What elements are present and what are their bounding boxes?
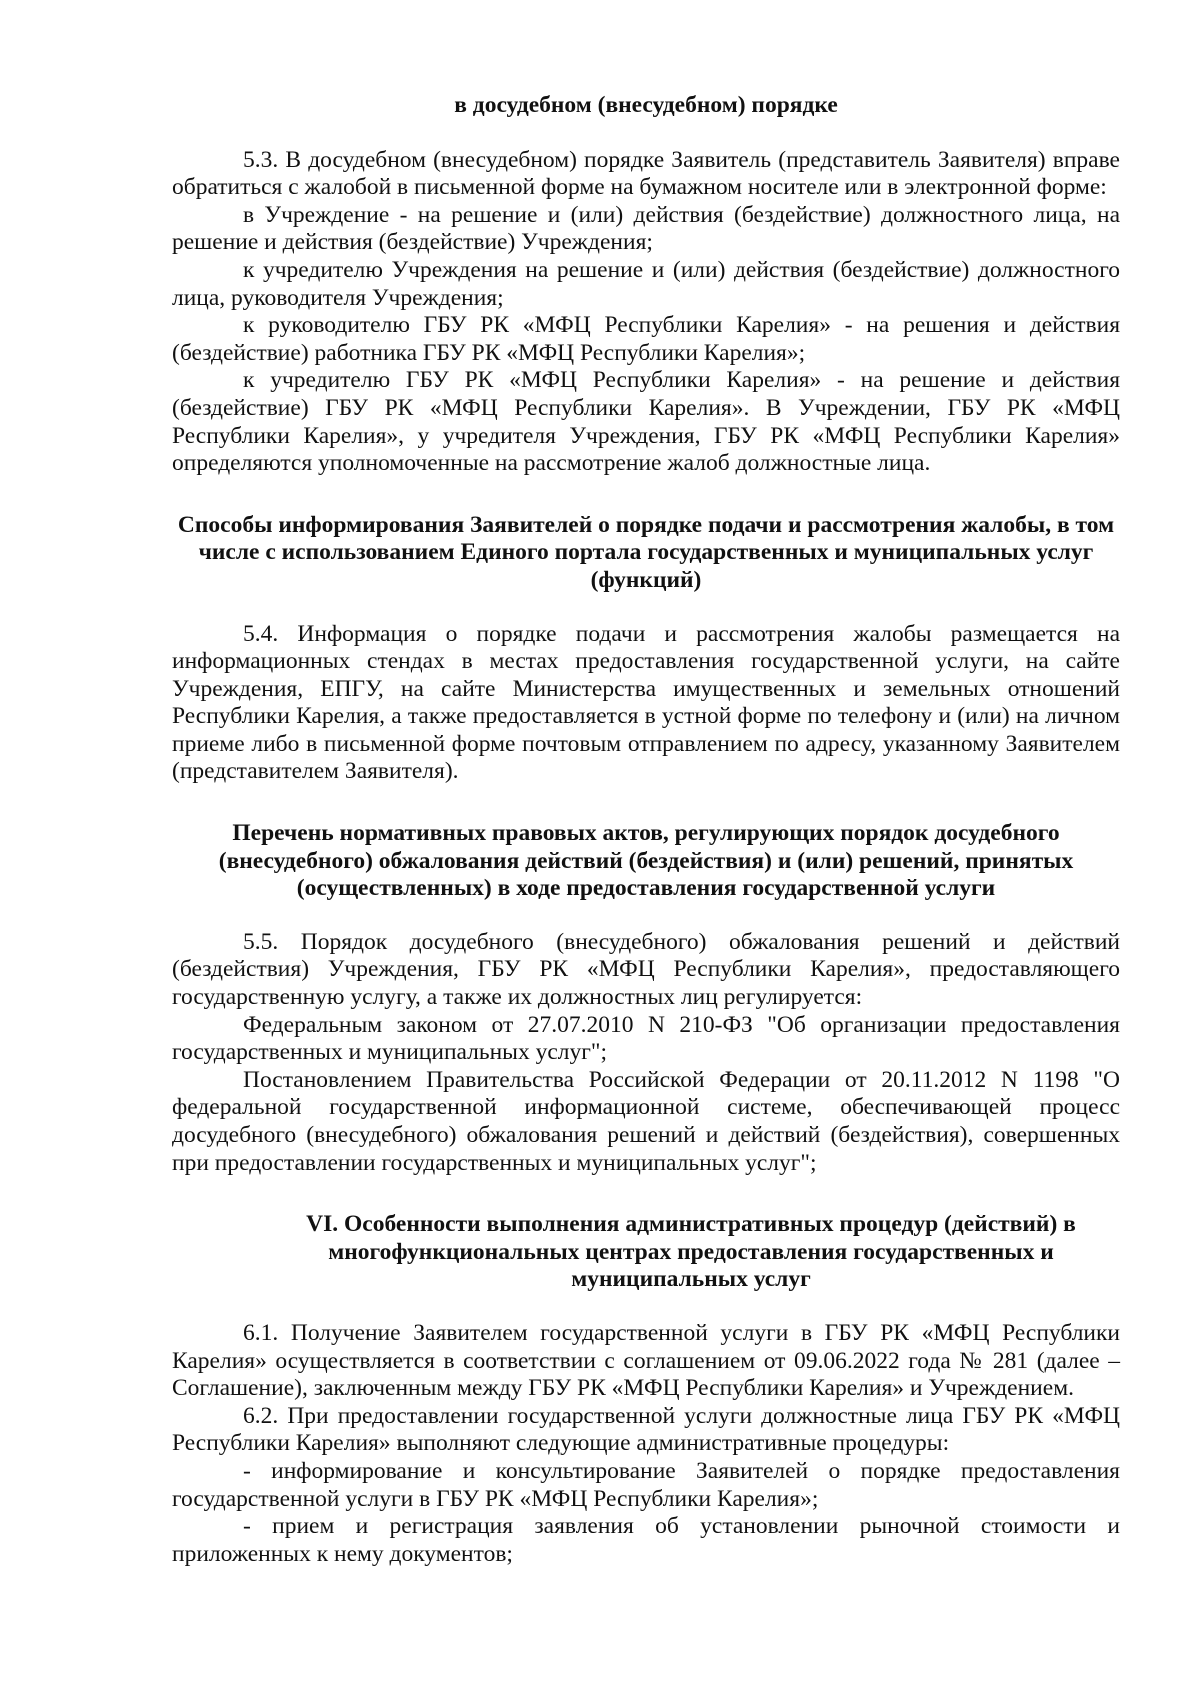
paragraph-5-3-mfc-head: к руководителю ГБУ РК «МФЦ Республики Карелия» - на решения и действия (бездействие) работника ГБУ РК «МФЦ Республики Карелия»; [172, 312, 1120, 366]
paragraph-6-2-informing: - информирование и консультирование Заявителей о порядке предоставления государственной услуги в ГБУ РК «МФЦ Республики Карелия»; [172, 1457, 1120, 1512]
heading-section-vi: VI. Особенности выполнения административных процедур (действий) в многофункциональных центрах предоставления государственных и муниципальных услуг [306, 1211, 1076, 1293]
document-page [172, 92, 1120, 1568]
paragraph-6-2-registration: - прием и регистрация заявления об установлении рыночной стоимости и приложенных к нему документов; [172, 1513, 1120, 1567]
paragraph-5-5-government-decree: Постановлением Правительства Российской Федерации от 20.11.2012 N 1198 "О федеральной государственной информационной системе, обеспечивающей процесс досудебного (внесудебного) обжалования решений и действий (бездействия), совершенных при предоставлении государственных и муниципальных услуг"; [172, 1066, 1120, 1176]
heading-informing-methods: Способы информирования Заявителей о порядке подачи и рассмотрения жалобы, в том числе с использованием Единого портала государственных и муниципальных услуг (функций) [177, 511, 1115, 593]
paragraph-6-1: 6.1. Получение Заявителем государственной услуги в ГБУ РК «МФЦ Республики Карелия» осуществляется в соответствии с соглашением от 09.06.2022 года № 281 (далее – Соглашение), заключенным между ГБУ РК «МФЦ Республики Карелия» и Учреждением. [172, 1319, 1120, 1402]
paragraph-5-4: 5.4. Информация о порядке подачи и рассмотрения жалобы размещается на информационных стендах в местах предоставления государственной услуги, на сайте Учреждения, ЕПГУ, на сайте Министерства имущественных и земельных отношений Республики Карелия, а также предоставляется в устной форме по телефону и (или) на личном приеме либо в письменной форме почтовым отправлением по адресу, указанному Заявителем (представителем Заявителя). [172, 620, 1120, 785]
paragraph-5-5: 5.5. Порядок досудебного (внесудебного) обжалования решений и действий (бездействия) Учреждения, ГБУ РК «МФЦ Республики Карелия», предоставляющего государственную услугу, а также их должностных лиц регулируется: [172, 928, 1120, 1011]
paragraph-5-3-founder: к учредителю Учреждения на решение и (или) действия (бездействие) должностного лица, руководителя Учреждения; [172, 256, 1120, 311]
paragraph-5-3-institution: в Учреждение - на решение и (или) действия (бездействие) должностного лица, на решение и действия (бездействие) Учреждения; [172, 201, 1120, 256]
paragraph-6-2: 6.2. При предоставлении государственной услуги должностные лица ГБУ РК «МФЦ Республики Карелия» выполняют следующие административные процедуры: [172, 1402, 1120, 1457]
paragraph-5-3-mfc-founder: к учредителю ГБУ РК «МФЦ Республики Карелия» - на решение и действия (бездействие) ГБУ РК «МФЦ Республики Карелия». В Учреждении, ГБУ РК «МФЦ Республики Карелия», у учредителя Учреждения, ГБУ РК «МФЦ Республики Карелия» определяются уполномоченные на рассмотрение жалоб должностные лица. [172, 367, 1120, 477]
paragraph-5-5-federal-law: Федеральным законом от 27.07.2010 N 210-ФЗ "Об организации предоставления государственных и муниципальных услуг"; [172, 1011, 1120, 1066]
heading-pretrial-order: в досудебном (внесудебном) порядке [454, 92, 838, 118]
paragraph-5-3: 5.3. В досудебном (внесудебном) порядке Заявитель (представитель Заявителя) вправе обратиться с жалобой в письменной форме на бумажном носителе или в электронной форме: [172, 146, 1120, 201]
heading-legal-acts-list: Перечень нормативных правовых актов, регулирующих порядок досудебного (внесудебного) обжалования действий (бездействия) и (или) решений, принятых (осуществленных) в ходе предоставления государственной услуги [218, 820, 1074, 902]
